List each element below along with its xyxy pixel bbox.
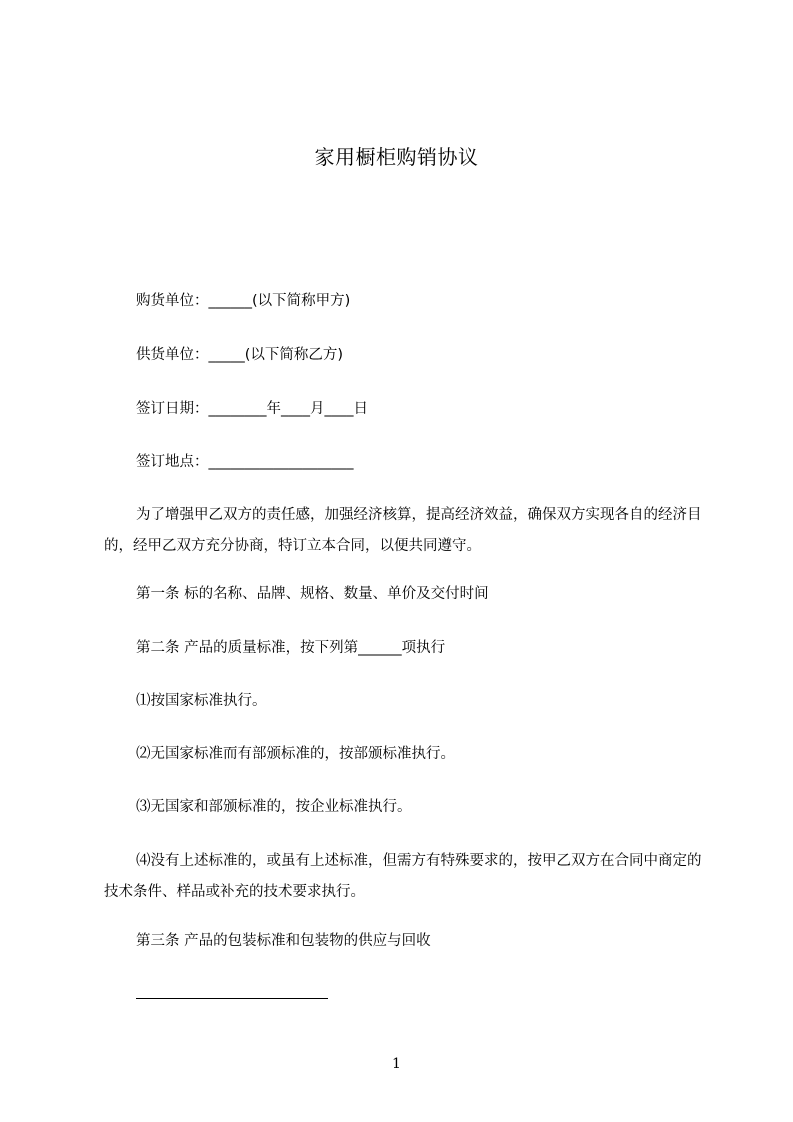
sign-date-line: 签订日期：________年____月____日 [136,401,368,417]
document-title: 家用橱柜购销协议 [314,145,479,169]
seller-line: 供货单位：_____(以下简称乙方) [136,347,344,363]
preamble-text: 为了增强甲乙双方的责任感，加强经济核算，提高经济效益，确保双方实现各自的经济目的，经甲乙双方充分协商，特订立本合同，以便共同遵守。 [104,507,702,554]
article-3-heading: 第三条 产品的包装标准和包装物的供应与回收 [136,933,431,949]
page-number: 1 [392,1056,401,1072]
sign-place-line: 签订地点：____________________ [136,454,354,470]
preamble-paragraph [104,500,704,562]
buyer-line: 购货单位：______(以下简称甲方) [136,293,351,309]
article-2-item-4 [104,846,704,908]
footnote-divider [136,998,328,999]
item-4-text: ⑷没有上述标准的，或虽有上述标准，但需方有特殊要求的，按甲乙双方在合同中商定的技术条件、样品或补充的技术要求执行。 [104,853,702,900]
article-2-item-3: ⑶无国家和部颁标准的，按企业标准执行。 [136,799,412,815]
article-2-heading: 第二条 产品的质量标准，按下列第______项执行 [136,640,446,656]
article-2-item-2: ⑵无国家标准而有部颁标准的，按部颁标准执行。 [136,746,455,762]
article-2-item-1: ⑴按国家标准执行。 [136,693,267,709]
article-1-heading: 第一条 标的名称、品牌、规格、数量、单价及交付时间 [136,586,489,602]
